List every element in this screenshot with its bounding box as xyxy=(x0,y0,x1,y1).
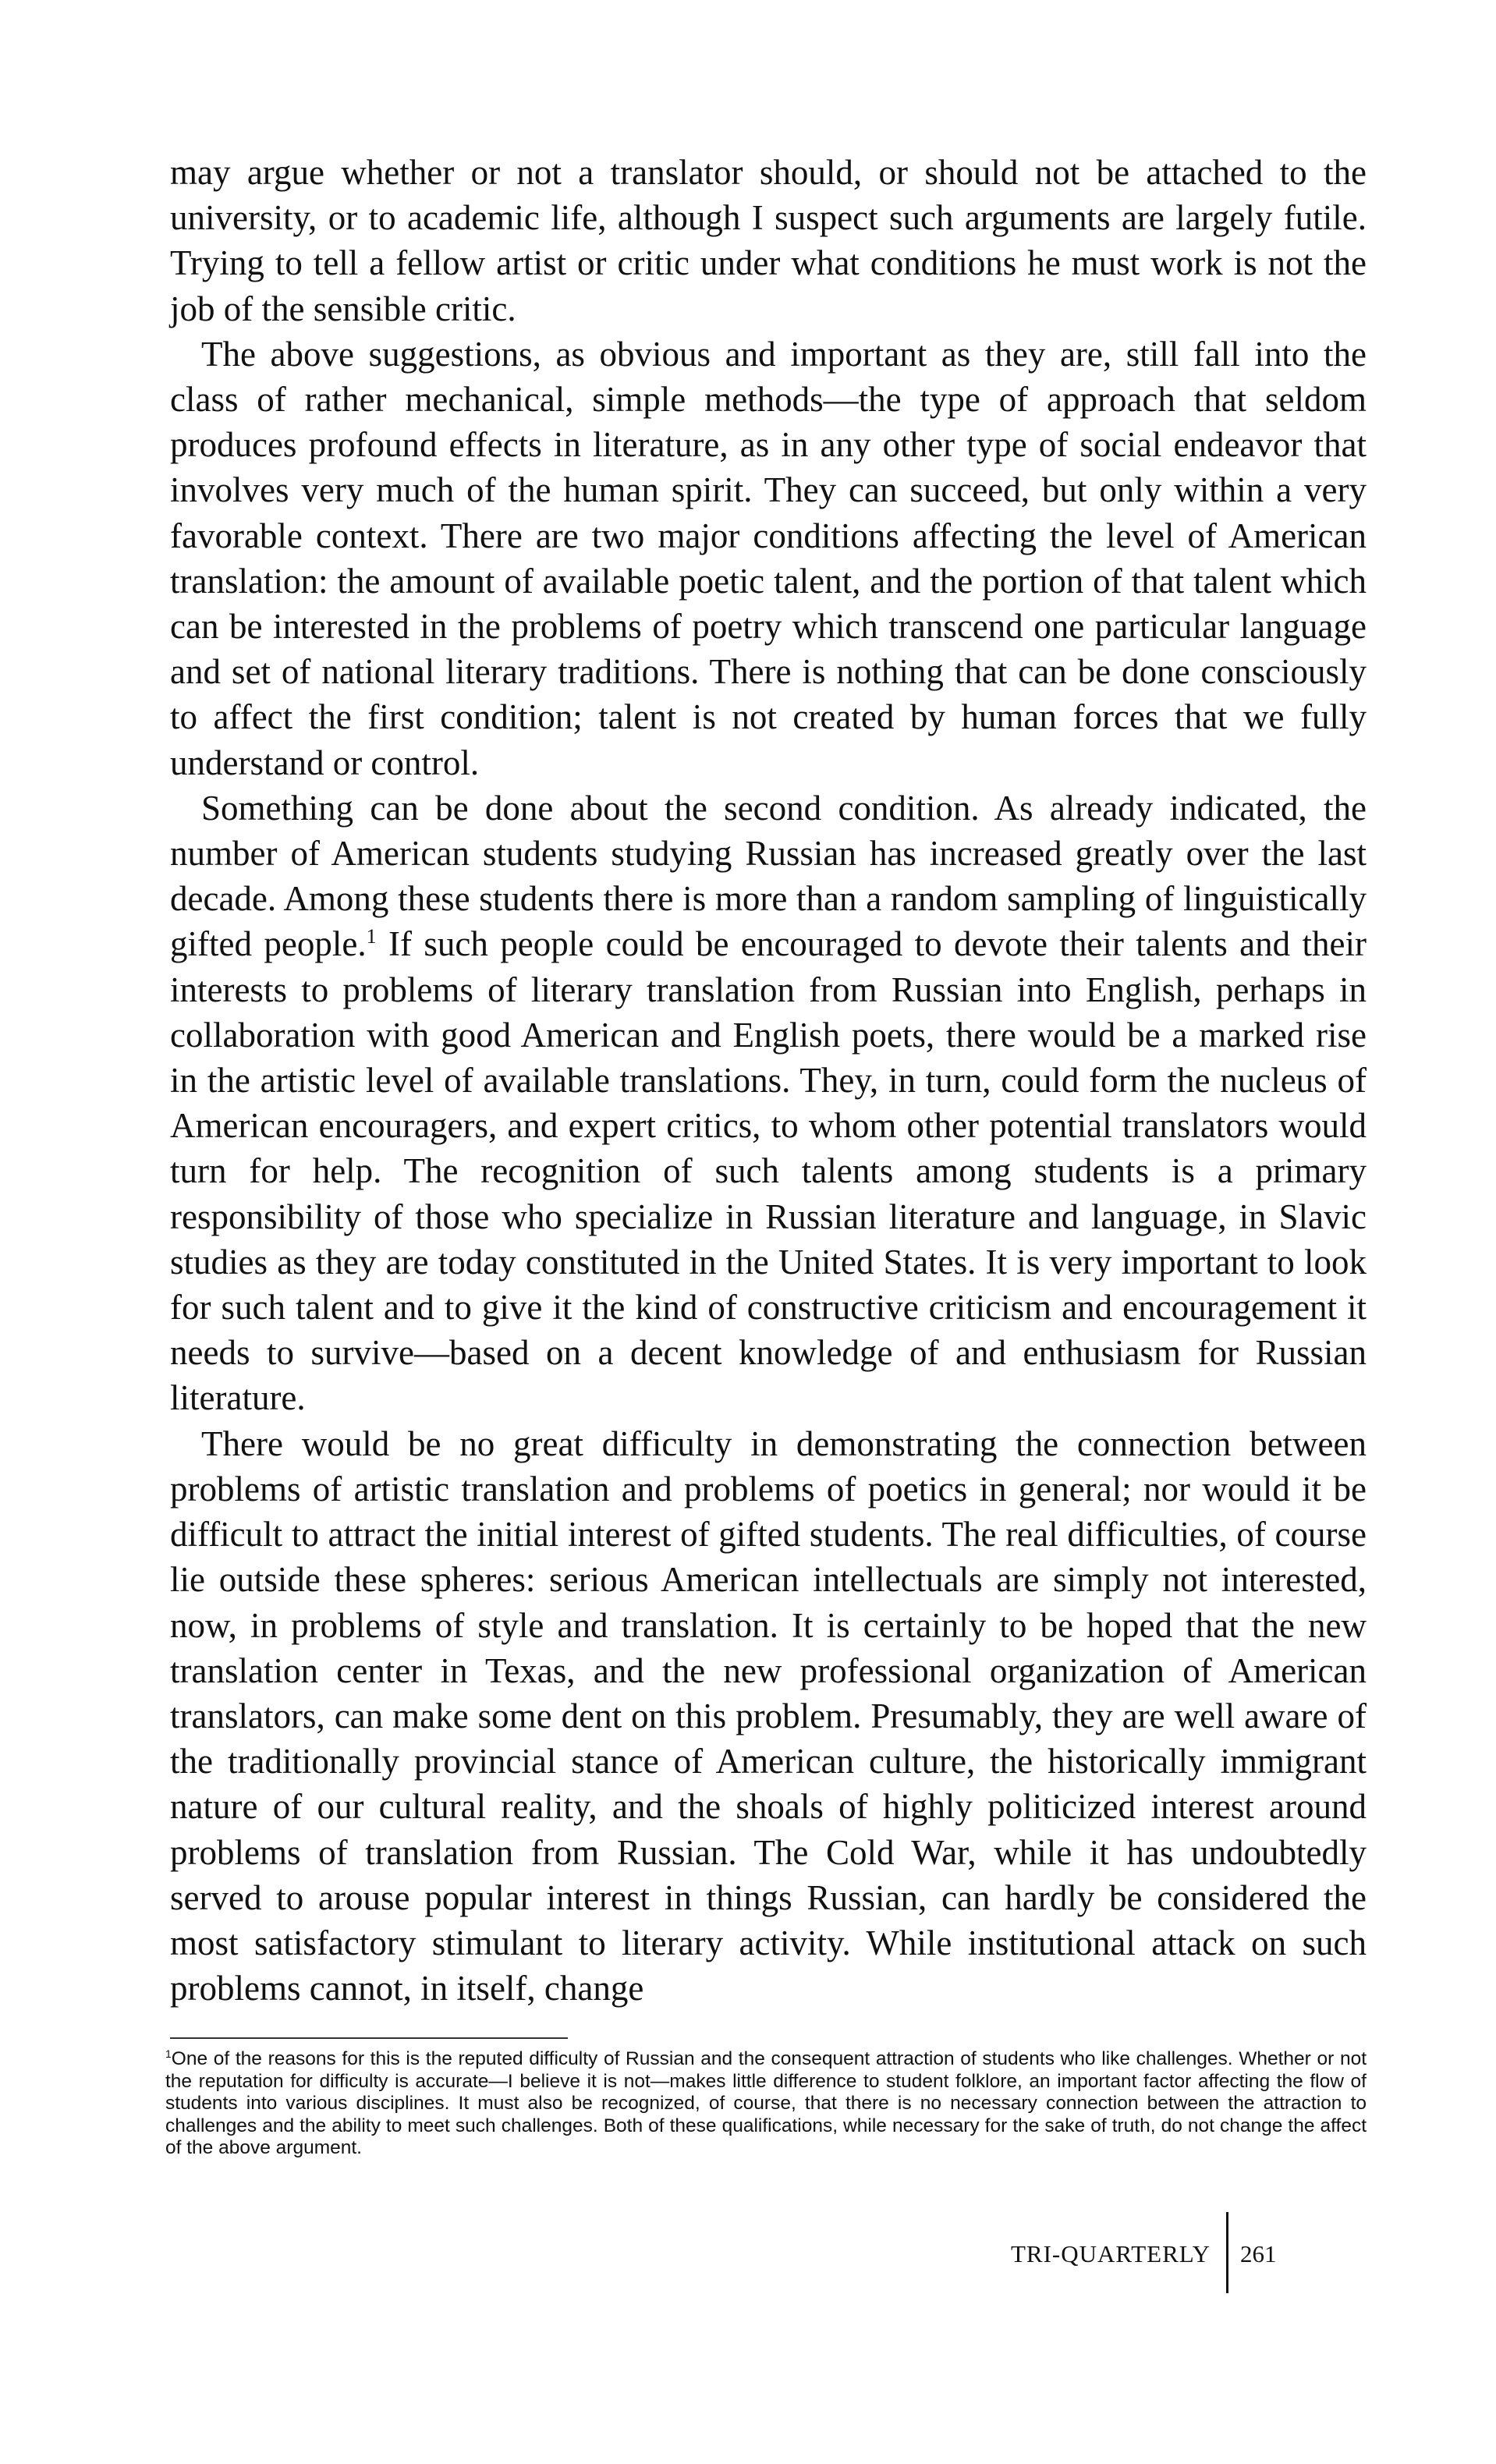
journal-title: TRI-QUARTERLY xyxy=(1010,2240,1211,2267)
footnote-text: One of the reasons for this is the reputed difficulty of Russian and the consequent attraction of students who like challenges. Whether or not the reputation for difficulty is accurate—I believe it is not—makes little difference to student folklore, an important factor affecting the flow of students into various disciplines. It must also be recognized, of course, that there is no necessary connection between the attraction to challenges and the ability to meet such challenges. Both of these qualifications, while necessary for the sake of truth, do not change the affect of the above argument. xyxy=(165,2048,1367,2159)
footnote-separator xyxy=(170,2037,568,2039)
paragraph-2: The above suggestions, as obvious and important as they are, still fall into the class of rather mechanical, simple methods—the type of approach that seldom produces profound effects in literature, as in any other type of social endeavor that involves very much of the human spirit. They can succeed, but only within a very favorable context. There are two major conditions affecting the level of American translation: the amount of available poetic talent, and the portion of that talent which can be interested in the problems of poetry which transcend one particular language and set of national literary traditions. There is nothing that can be done consciously to affect the first condition; talent is not created by human forces that we fully understand or control. xyxy=(170,334,1367,782)
page-number: 261 xyxy=(1240,2240,1277,2267)
paragraph-3 xyxy=(170,785,1367,1421)
footnote-reference-1: 1 xyxy=(366,925,377,948)
paragraph-3-text-before-note: Something can be done about the second condition. As already indicated, the number of American students studying Russian has increased greatly over the last decade. Among these students there is more than a random sampling of linguistically gifted people. xyxy=(170,788,1367,964)
paragraph-3-text-after-note: If such people could be encouraged to devote their talents and their interests to problems of literary translation from Russian into English, perhaps in collaboration with good American and English poets, there would be a marked rise in the artistic level of available translations. They, in turn, could form the nucleus of American encouragers, and expert critics, to whom other potential translators would turn for help. The recognition of such talents among students is a primary responsibility of those who specialize in Russian literature and language, in Slavic studies as they are today constituted in the United States. It is very important to look for such talent and to give it the kind of constructive criticism and encouragement it needs to survive—based on a decent knowledge of and enthusiasm for Russian literature. xyxy=(170,924,1367,1418)
folio-divider xyxy=(1226,2212,1228,2293)
footnote-marker: 1 xyxy=(165,2047,172,2060)
main-text xyxy=(170,150,1367,2011)
paragraph-4: There would be no great difficulty in demonstrating the connection between problems of artistic translation and problems of poetics in general; nor would it be difficult to attract the initial interest of gifted students. The real difficulties, of course lie outside these spheres: serious American intellectuals are simply not interested, now, in problems of style and translation. It is certainly to be hoped that the new translation center in Texas, and the new professional organization of American translators, can make some dent on this problem. Presumably, they are well aware of the traditionally provincial stance of American culture, the historically immigrant nature of our cultural reality, and the shoals of highly politicized interest around problems of translation from Russian. The Cold War, while it has undoubtedly served to arouse popular interest in things Russian, can hardly be considered the most satisfactory stimulant to literary activity. While institutional attack on such problems cannot, in itself, change xyxy=(170,1423,1367,2008)
paragraph-1: may argue whether or not a translator should, or should not be attached to the university, or to academic life, although I suspect such arguments are largely futile. Trying to tell a fellow artist or critic under what conditions he must work is not the job of the sensible critic. xyxy=(170,153,1367,328)
footnote-1 xyxy=(165,2048,1367,2160)
